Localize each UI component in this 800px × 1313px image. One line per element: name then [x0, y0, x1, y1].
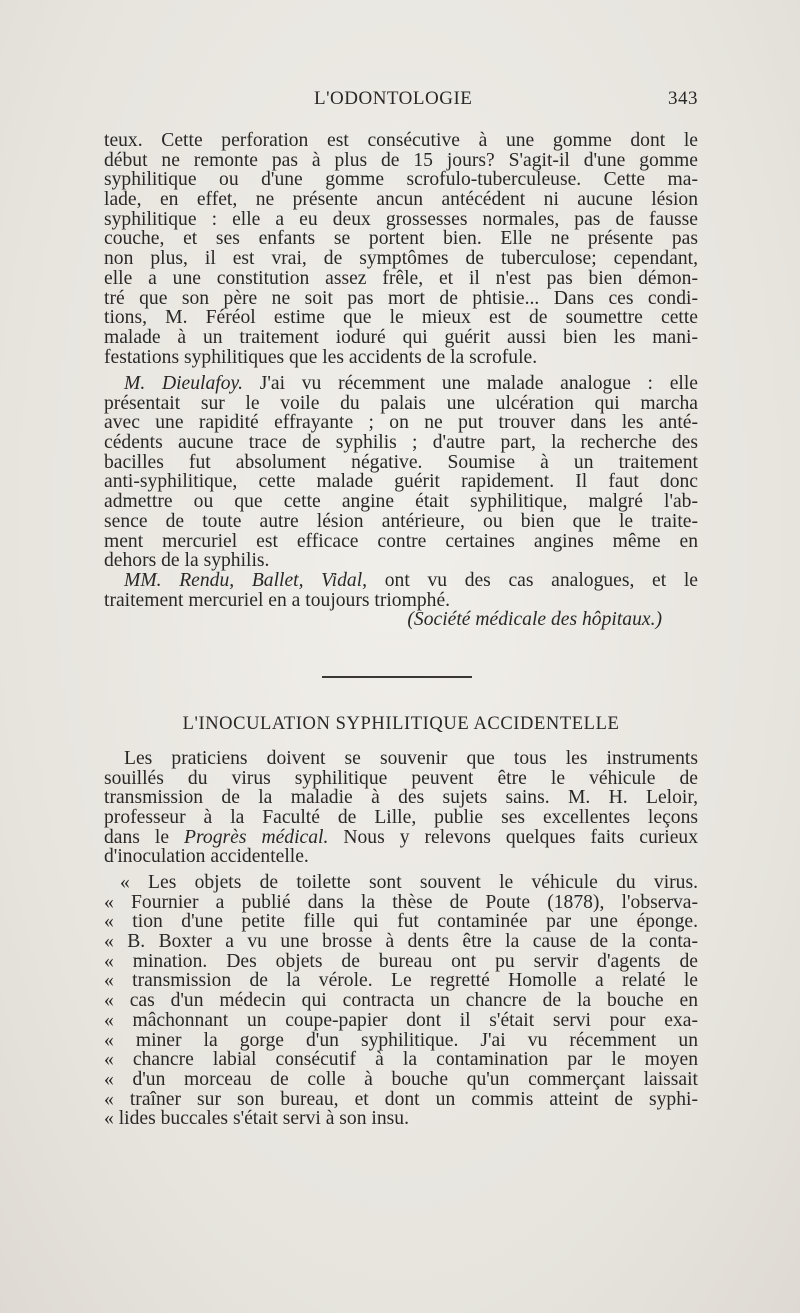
- text-line: syphilitique : elle a eu deux grossesses normales, pas de fausse: [104, 208, 698, 230]
- section-divider: [322, 676, 472, 678]
- text-line: dans le Progrès médical. Nous y relevons quelques faits curieux: [104, 826, 698, 848]
- quote-line: « Les objets de toilette sont souvent le véhicule du virus.: [120, 872, 698, 893]
- text-line: anti-syphilitique, cette malade guérit rapidement. Il faut donc: [104, 471, 698, 493]
- text-line: syphilitique ou d'une gomme scrofulo-tuberculeuse. Cette ma-: [104, 169, 698, 191]
- text-line: souillés du virus syphilitique peuvent être le véhicule de: [104, 767, 698, 789]
- quote-line: « lides buccales s'était servi à son insu.: [104, 1108, 409, 1130]
- text-line: festations syphilitiques que les accidents de la scrofule.: [104, 346, 538, 368]
- text-line: avec une rapidité effrayante ; on ne put trouver dans les anté-: [104, 412, 698, 434]
- quote-line: « chancre labial consécutif à la contamination par le moyen: [104, 1049, 698, 1071]
- speaker-names: MM. Rendu, Ballet, Vidal,: [124, 570, 368, 591]
- paragraph-dieulafoy: [104, 374, 698, 571]
- section-title: L'INOCULATION SYPHILITIQUE ACCIDENTELLE: [182, 714, 620, 734]
- quote-line: « d'un morceau de colle à bouche qu'un commerçant laissait: [104, 1068, 698, 1090]
- text-line: traitement mercuriel en a toujours triomphé.: [104, 589, 451, 611]
- text-line: malade à un traitement ioduré qui guérit aussi bien les mani-: [104, 326, 698, 348]
- quote-line: « tion d'une petite fille qui fut contaminée par une éponge.: [104, 911, 698, 933]
- text-line: sence de toute autre lésion antérieure, ou bien que le traite-: [104, 510, 698, 532]
- text-line: tré que son père ne soit pas mort de phtisie... Dans ces condi-: [104, 287, 698, 309]
- quote-line: « cas d'un médecin qui contracta un chancre de la bouche en: [104, 990, 698, 1012]
- text-line: transmission de la maladie à des sujets sains. M. H. Leloir,: [104, 787, 698, 809]
- journal-title: L'ODONTOLOGIE: [314, 88, 473, 109]
- text-line: professeur à la Faculté de Lille, publie ses excellentes leçons: [104, 807, 698, 829]
- text-line: cédents aucune trace de syphilis ; d'autre part, la recherche des: [104, 432, 698, 454]
- text-line: dehors de la syphilis.: [104, 550, 270, 572]
- text-line: tions, M. Féréol estime que le mieux est de soumettre cette: [104, 307, 698, 329]
- text-line: admettre ou que cette angine était syphilitique, malgré l'ab-: [104, 491, 698, 513]
- text-line: M. Dieulafoy. J'ai vu récemment une malade analogue : elle: [124, 373, 699, 394]
- quotation: [104, 873, 698, 1129]
- text-line: lade, en effet, ne présente ancun antécédent ni aucune lésion: [104, 189, 698, 211]
- speaker-name: M. Dieulafoy.: [124, 373, 244, 394]
- text-line: Les praticiens doivent se souvenir que tous les instruments: [124, 748, 698, 769]
- text-line: MM. Rendu, Ballet, Vidal, ont vu des cas analogues, et le: [124, 570, 698, 591]
- journal-reference: Progrès médical.: [184, 826, 329, 848]
- page-number: 343: [668, 88, 698, 109]
- paragraph-ferreol: [104, 131, 698, 367]
- quote-line: « mination. Des objets de bureau ont pu servir d'agents de: [104, 950, 698, 972]
- text-line: ment mercuriel est efficace contre certaines angines même en: [104, 530, 698, 552]
- quote-line: « miner la gorge d'un syphilitique. J'ai vu récemment un: [104, 1029, 698, 1051]
- text-line: bacilles fut absolument négative. Soumise à un traitement: [104, 451, 698, 473]
- text-line: teux. Cette perforation est consécutive à une gomme dont le: [104, 130, 698, 151]
- text-line: elle a une constitution assez frêle, et il n'est pas bien démon-: [104, 267, 698, 289]
- text-line: couche, et ses enfants se portent bien. Elle ne présente pas: [104, 228, 698, 250]
- quote-line: « B. Boxter a vu une brosse à dents être la cause de la conta-: [104, 931, 698, 953]
- paragraph-rendu: [104, 571, 698, 630]
- source-citation: (Société médicale des hôpitaux.): [407, 609, 662, 631]
- text-line: d'inoculation accidentelle.: [104, 846, 309, 868]
- text-line: non plus, il est vrai, de symptômes de tuberculose; cependant,: [104, 248, 698, 270]
- quote-line: « mâchonnant un coupe-papier dont il s'était servi pour exa-: [104, 1009, 698, 1031]
- quote-line: « traîner sur son bureau, et dont un commis atteint de syphi-: [104, 1088, 698, 1110]
- quote-line: « transmission de la vérole. Le regretté Homolle a relaté le: [104, 970, 698, 992]
- running-header: [104, 88, 698, 112]
- text-line: présentait sur le voile du palais une ulcération qui marcha: [104, 392, 698, 414]
- text-line: début ne remonte pas à plus de 15 jours? S'agit-il d'une gomme: [104, 149, 698, 171]
- quote-line: « Fournier a publié dans la thèse de Poute (1878), l'observa-: [104, 891, 698, 913]
- paragraph-intro: [104, 749, 698, 867]
